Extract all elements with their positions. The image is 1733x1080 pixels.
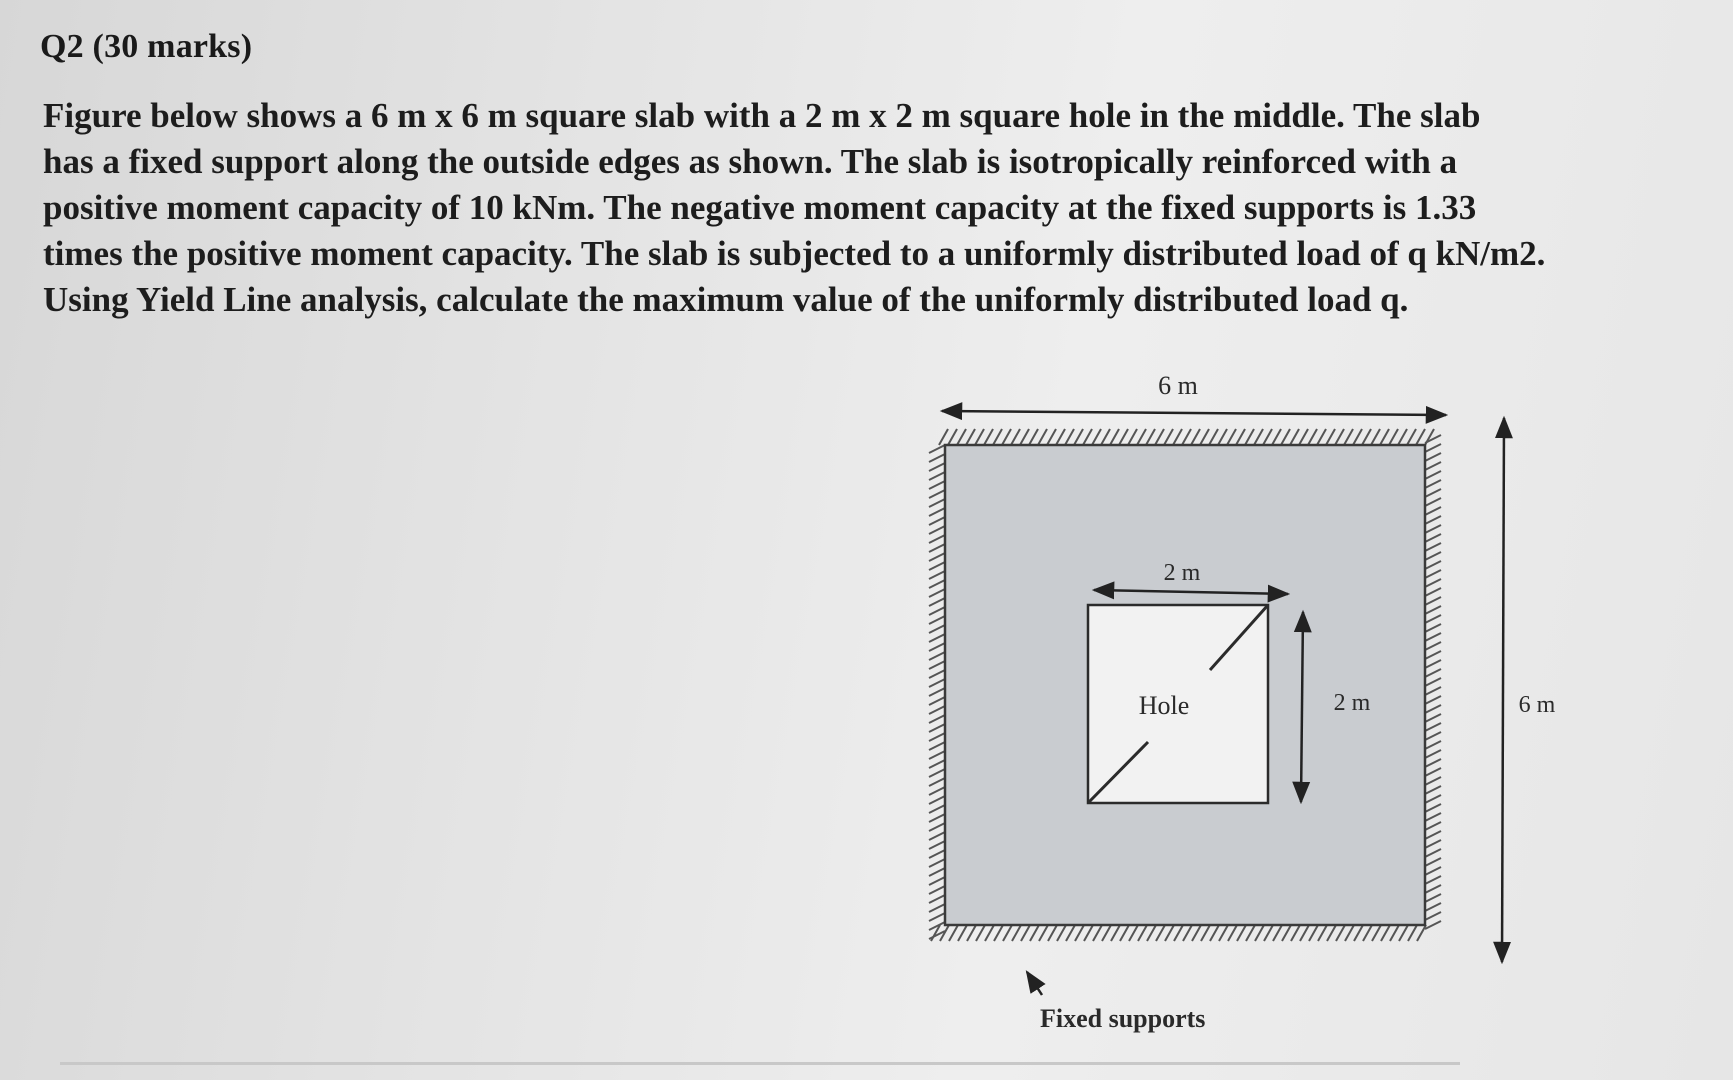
support-hatch-mark <box>929 850 945 858</box>
support-hatch-mark <box>1336 925 1345 941</box>
slab-diagram <box>900 370 1600 1060</box>
support-hatch-mark <box>929 499 945 507</box>
slab-width-label: 6 m <box>1158 371 1198 400</box>
support-hatch-mark <box>929 697 945 705</box>
support-hatch-mark <box>1425 705 1441 713</box>
hole-height-label: 2 m <box>1333 690 1371 716</box>
support-hatch-mark <box>1425 669 1441 677</box>
support-hatch-mark <box>929 652 945 660</box>
support-hatch-mark <box>1038 429 1047 445</box>
support-hatch-mark <box>929 715 945 723</box>
support-hatch-mark <box>1425 732 1441 740</box>
support-hatch-mark <box>929 886 945 894</box>
support-hatch-mark <box>1425 750 1441 758</box>
support-hatch-mark <box>1129 925 1138 941</box>
support-hatch-mark <box>1237 925 1246 941</box>
support-hatch-mark <box>1309 925 1318 941</box>
support-hatch-mark <box>929 463 945 471</box>
support-hatch-mark <box>929 562 945 570</box>
support-hatch-mark <box>929 526 945 534</box>
support-hatch-mark <box>1201 925 1210 941</box>
support-hatch-mark <box>975 429 984 445</box>
support-hatch-mark <box>1425 768 1441 776</box>
support-hatch-mark <box>1425 903 1441 911</box>
support-hatch-mark <box>929 742 945 750</box>
support-hatch-mark <box>1245 429 1254 445</box>
support-hatch-mark <box>1209 429 1218 445</box>
support-hatch-mark <box>929 508 945 516</box>
support-hatch-mark <box>1273 925 1282 941</box>
support-hatch-mark <box>929 796 945 804</box>
support-hatch-mark <box>993 429 1002 445</box>
support-hatch-mark <box>1281 429 1290 445</box>
support-hatch-mark <box>976 925 985 941</box>
support-hatch-mark <box>1056 429 1065 445</box>
support-hatch-mark <box>1110 429 1119 445</box>
support-hatch-mark <box>1425 624 1441 632</box>
support-hatch-mark <box>1425 885 1441 893</box>
support-hatch-mark <box>929 778 945 786</box>
support-hatch-mark <box>958 925 967 941</box>
support-hatch-mark <box>1236 429 1245 445</box>
support-hatch-mark <box>1147 925 1156 941</box>
support-hatch-mark <box>1219 925 1228 941</box>
support-hatch-mark <box>929 643 945 651</box>
support-hatch-mark <box>929 490 945 498</box>
support-hatch-mark <box>948 429 957 445</box>
support-hatch-mark <box>1200 429 1209 445</box>
support-hatch-mark <box>949 925 958 941</box>
support-hatch-mark <box>929 760 945 768</box>
support-hatch-mark <box>1362 429 1371 445</box>
support-hatch-mark <box>1425 858 1441 866</box>
support-hatch-mark <box>1102 925 1111 941</box>
support-hatch-mark <box>1425 579 1441 587</box>
support-hatch-mark <box>929 634 945 642</box>
fixed-supports-leader-arrow <box>1027 972 1042 995</box>
support-hatch-mark <box>1146 429 1155 445</box>
support-hatch-mark <box>1156 925 1165 941</box>
support-hatch-mark <box>1425 831 1441 839</box>
support-hatch-mark <box>1101 429 1110 445</box>
support-hatch-mark <box>929 607 945 615</box>
support-hatch-mark <box>929 544 945 552</box>
support-hatch-mark <box>1425 696 1441 704</box>
support-hatch-mark <box>1353 429 1362 445</box>
slab-width-dimension-arrow <box>942 411 1446 415</box>
support-hatch-mark <box>1300 925 1309 941</box>
support-hatch-mark <box>1155 429 1164 445</box>
support-hatch-mark <box>1425 840 1441 848</box>
support-hatch-mark <box>929 805 945 813</box>
support-hatch-mark <box>1425 543 1441 551</box>
support-hatch-mark <box>1246 925 1255 941</box>
support-hatch-mark <box>1210 925 1219 941</box>
slab-figure <box>900 370 1600 1060</box>
support-hatch-mark <box>929 751 945 759</box>
support-hatch-mark <box>929 517 945 525</box>
support-hatch-mark <box>929 904 945 912</box>
support-hatch-mark <box>1425 804 1441 812</box>
support-hatch-mark <box>1425 678 1441 686</box>
support-hatch-mark <box>939 429 948 445</box>
support-hatch-mark <box>1425 561 1441 569</box>
support-hatch-mark <box>929 454 945 462</box>
support-hatch-mark <box>929 706 945 714</box>
support-hatch-mark <box>1425 597 1441 605</box>
support-hatch-mark <box>1425 687 1441 695</box>
support-hatch-mark <box>929 598 945 606</box>
support-hatch-mark <box>929 832 945 840</box>
support-hatch-mark <box>929 787 945 795</box>
support-hatch-mark <box>1425 453 1441 461</box>
support-hatch-mark <box>1119 429 1128 445</box>
support-hatch-mark <box>1263 429 1272 445</box>
question-line: times the positive moment capacity. The slab is subjected to a uniformly distributed load of q kN/m2. <box>43 234 1546 273</box>
question-title: Q2 (30 marks) <box>40 28 253 65</box>
support-hatch-mark <box>929 733 945 741</box>
support-hatch-mark <box>1120 925 1129 941</box>
support-hatch-mark <box>929 535 945 543</box>
support-hatch-mark <box>1425 480 1441 488</box>
question-text <box>43 93 1643 323</box>
support-hatch-mark <box>1218 429 1227 445</box>
support-hatch-mark <box>1065 429 1074 445</box>
support-hatch-mark <box>1326 429 1335 445</box>
support-hatch-mark <box>1308 429 1317 445</box>
support-hatch-mark <box>1182 429 1191 445</box>
support-hatch-mark <box>1425 849 1441 857</box>
question-line: Figure below shows a 6 m x 6 m square slab with a 2 m x 2 m square hole in the middle. The slab <box>43 96 1481 135</box>
support-hatch-mark <box>1047 429 1056 445</box>
support-hatch-mark <box>1111 925 1120 941</box>
support-hatch-mark <box>1425 534 1441 542</box>
support-hatch-mark <box>929 724 945 732</box>
support-hatch-mark <box>1425 642 1441 650</box>
support-hatch-mark <box>929 670 945 678</box>
support-hatch-mark <box>1165 925 1174 941</box>
support-hatch-mark <box>1264 925 1273 941</box>
support-hatch-mark <box>1021 925 1030 941</box>
support-hatch-mark <box>1192 925 1201 941</box>
support-hatch-mark <box>929 625 945 633</box>
support-hatch-mark <box>1084 925 1093 941</box>
support-hatch-mark <box>929 661 945 669</box>
support-hatch-mark <box>1425 570 1441 578</box>
support-hatch-mark <box>929 913 945 921</box>
slab-height-label: 6 m <box>1518 692 1556 718</box>
support-hatch-mark <box>1381 925 1390 941</box>
support-hatch-mark <box>1030 925 1039 941</box>
support-hatch-mark <box>1408 925 1417 941</box>
support-hatch-mark <box>929 571 945 579</box>
support-hatch-mark <box>929 616 945 624</box>
support-hatch-mark <box>929 814 945 822</box>
support-hatch-mark <box>1389 429 1398 445</box>
slab-height-dimension-arrow <box>1502 418 1504 962</box>
support-hatch-mark <box>1425 777 1441 785</box>
support-hatch-mark <box>929 553 945 561</box>
support-hatch-mark <box>1002 429 1011 445</box>
support-hatch-mark <box>1416 429 1425 445</box>
support-hatch-mark <box>1425 741 1441 749</box>
support-hatch-mark <box>1425 660 1441 668</box>
question-line: has a fixed support along the outside edges as shown. The slab is isotropically reinforced with a <box>43 142 1458 181</box>
support-hatch-mark <box>1299 429 1308 445</box>
support-hatch-mark <box>1425 714 1441 722</box>
support-hatch-mark <box>1039 925 1048 941</box>
support-hatch-mark <box>1191 429 1200 445</box>
support-hatch-mark <box>929 841 945 849</box>
support-hatch-mark <box>1092 429 1101 445</box>
support-hatch-mark <box>929 859 945 867</box>
fixed-supports-label: Fixed supports <box>1040 1004 1206 1033</box>
support-hatch-mark <box>1425 615 1441 623</box>
support-hatch-mark <box>1425 813 1441 821</box>
support-hatch-mark <box>1138 925 1147 941</box>
support-hatch-mark <box>957 429 966 445</box>
support-hatch-mark <box>1425 516 1441 524</box>
support-hatch-mark <box>1227 429 1236 445</box>
support-hatch-mark <box>1425 912 1441 920</box>
support-hatch-mark <box>1398 429 1407 445</box>
support-hatch-mark <box>1425 507 1441 515</box>
support-hatch-mark <box>984 429 993 445</box>
page-divider <box>60 1062 1460 1065</box>
support-hatch-mark <box>1417 925 1426 941</box>
support-hatch-mark <box>1425 552 1441 560</box>
support-hatch-mark <box>1228 925 1237 941</box>
support-hatch-mark <box>1425 462 1441 470</box>
support-hatch-mark <box>1020 429 1029 445</box>
support-hatch-mark <box>1029 429 1038 445</box>
support-hatch-mark <box>966 429 975 445</box>
support-hatch-mark <box>1137 429 1146 445</box>
support-hatch-mark <box>1075 925 1084 941</box>
support-hatch-mark <box>1128 429 1137 445</box>
support-hatch-mark <box>929 823 945 831</box>
support-hatch-mark <box>1083 429 1092 445</box>
support-hatch-mark <box>929 688 945 696</box>
support-hatch-mark <box>1254 429 1263 445</box>
support-hatch-mark <box>1344 429 1353 445</box>
support-hatch-mark <box>929 877 945 885</box>
support-hatch-mark <box>1407 429 1416 445</box>
support-hatch-mark <box>1425 795 1441 803</box>
support-hatch-mark <box>929 868 945 876</box>
question-line: positive moment capacity of 10 kNm. The negative moment capacity at the fixed supports is 1.33 <box>43 188 1477 227</box>
support-hatch-mark <box>1425 444 1441 452</box>
support-hatch-mark <box>1425 489 1441 497</box>
support-hatch-mark <box>1425 606 1441 614</box>
support-hatch-mark <box>1066 925 1075 941</box>
support-hatch-mark <box>1272 429 1281 445</box>
support-hatch-mark <box>929 895 945 903</box>
support-hatch-mark <box>1290 429 1299 445</box>
support-hatch-mark <box>929 769 945 777</box>
support-hatch-mark <box>1425 633 1441 641</box>
support-hatch-mark <box>1425 876 1441 884</box>
hole-label: Hole <box>1138 691 1190 720</box>
support-hatch-mark <box>1425 822 1441 830</box>
support-hatch-mark <box>1372 925 1381 941</box>
support-hatch-mark <box>1425 786 1441 794</box>
support-hatch-mark <box>985 925 994 941</box>
support-hatch-mark <box>1380 429 1389 445</box>
support-hatch-mark <box>1011 429 1020 445</box>
support-hatch-mark <box>1345 925 1354 941</box>
support-hatch-mark <box>1425 894 1441 902</box>
support-hatch-mark <box>929 445 945 453</box>
support-hatch-mark <box>1425 525 1441 533</box>
support-hatch-mark <box>1057 925 1066 941</box>
support-hatch-mark <box>929 679 945 687</box>
support-hatch-mark <box>1012 925 1021 941</box>
support-hatch-mark <box>1173 429 1182 445</box>
support-hatch-mark <box>1183 925 1192 941</box>
support-hatch-mark <box>1425 759 1441 767</box>
support-hatch-mark <box>1003 925 1012 941</box>
support-hatch-mark <box>1074 429 1083 445</box>
support-hatch-mark <box>1363 925 1372 941</box>
support-hatch-mark <box>1164 429 1173 445</box>
support-hatch-mark <box>1282 925 1291 941</box>
support-hatch-mark <box>1327 925 1336 941</box>
support-hatch-mark <box>1318 925 1327 941</box>
support-hatch-mark <box>929 589 945 597</box>
support-hatch-mark <box>1425 921 1441 929</box>
support-hatch-mark <box>994 925 1003 941</box>
support-hatch-mark <box>1291 925 1300 941</box>
support-hatch-mark <box>1425 723 1441 731</box>
support-hatch-mark <box>1425 471 1441 479</box>
support-hatch-mark <box>1354 925 1363 941</box>
support-hatch-mark <box>1425 651 1441 659</box>
support-hatch-mark <box>1399 925 1408 941</box>
support-hatch-mark <box>1093 925 1102 941</box>
support-hatch-mark <box>1048 925 1057 941</box>
support-hatch-mark <box>967 925 976 941</box>
support-hatch-mark <box>1255 925 1264 941</box>
support-hatch-mark <box>1174 925 1183 941</box>
question-line: Using Yield Line analysis, calculate the maximum value of the uniformly distributed load q. <box>43 280 1409 319</box>
support-hatch-mark <box>1317 429 1326 445</box>
support-hatch-mark <box>1371 429 1380 445</box>
support-hatch-mark <box>1425 867 1441 875</box>
support-hatch-mark <box>1425 588 1441 596</box>
hole-width-label: 2 m <box>1163 560 1201 586</box>
support-hatch-mark <box>929 580 945 588</box>
support-hatch-mark <box>929 481 945 489</box>
support-hatch-mark <box>1425 498 1441 506</box>
support-hatch-mark <box>929 472 945 480</box>
support-hatch-mark <box>1390 925 1399 941</box>
support-hatch-mark <box>1335 429 1344 445</box>
